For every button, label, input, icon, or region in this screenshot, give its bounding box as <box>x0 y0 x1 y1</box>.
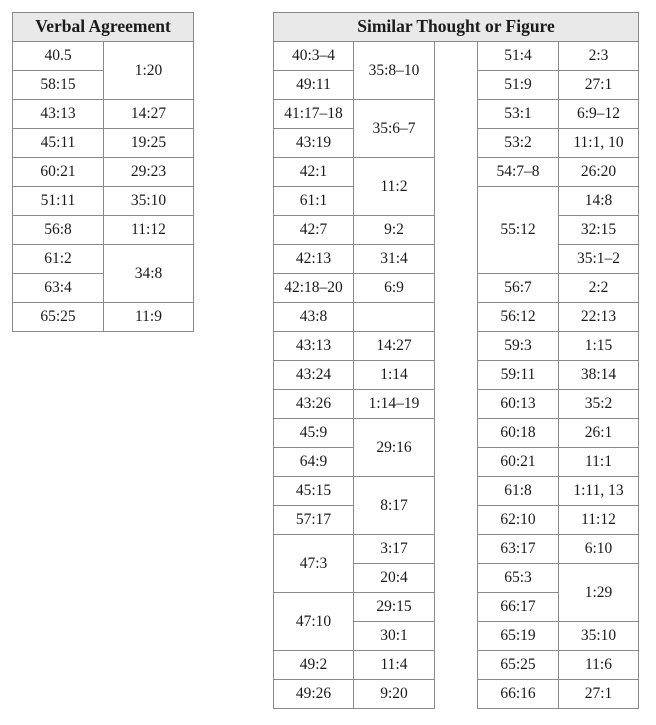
table-cell: 30:1 <box>354 622 435 651</box>
table-cell: 11:2 <box>354 158 435 216</box>
table-cell: 1:14–19 <box>354 390 435 419</box>
table-cell: 49:2 <box>274 651 354 680</box>
table-cell: 11:4 <box>354 651 435 680</box>
table-cell: 35:10 <box>104 187 194 216</box>
verbal-agreement-title: Verbal Agreement <box>13 13 194 42</box>
table-cell: 61:2 <box>13 245 104 274</box>
table-cell: 56:12 <box>478 303 559 332</box>
table-cell: 1:15 <box>559 332 639 361</box>
table-cell: 64:9 <box>274 448 354 477</box>
table-cell: 2:3 <box>559 42 639 71</box>
table-cell: 45:11 <box>13 129 104 158</box>
table-cell: 14:27 <box>104 100 194 129</box>
table-cell: 22:13 <box>559 303 639 332</box>
table-cell: 66:16 <box>478 680 559 709</box>
table-cell: 57:17 <box>274 506 354 535</box>
table-cell: 11:12 <box>559 506 639 535</box>
table-cell: 6:9–12 <box>559 100 639 129</box>
table-cell: 43:13 <box>13 100 104 129</box>
table-cell: 11:9 <box>104 303 194 332</box>
table-cell: 26:1 <box>559 419 639 448</box>
table-cell: 1:14 <box>354 361 435 390</box>
table-cell: 32:15 <box>559 216 639 245</box>
table-cell: 59:11 <box>478 361 559 390</box>
table-cell: 14:8 <box>559 187 639 216</box>
table-cell: 38:14 <box>559 361 639 390</box>
table-cell: 11:1 <box>559 448 639 477</box>
table-cell: 29:16 <box>354 419 435 477</box>
table-cell: 63:17 <box>478 535 559 564</box>
table-cell: 53:2 <box>478 129 559 158</box>
table-cell: 42:18–20 <box>274 274 354 303</box>
table-cell: 27:1 <box>559 71 639 100</box>
table-cell: 56:8 <box>13 216 104 245</box>
table-cell: 29:23 <box>104 158 194 187</box>
table-cell: 54:7–8 <box>478 158 559 187</box>
table-cell: 49:11 <box>274 71 354 100</box>
table-cell: 43:13 <box>274 332 354 361</box>
table-cell: 51:11 <box>13 187 104 216</box>
table-cell: 60:21 <box>478 448 559 477</box>
table-cell: 47:3 <box>274 535 354 593</box>
table-cell: 61:8 <box>478 477 559 506</box>
verbal-agreement-table <box>12 12 194 332</box>
table-cell: 65:25 <box>13 303 104 332</box>
table-cell: 53:1 <box>478 100 559 129</box>
table-cell: 59:3 <box>478 332 559 361</box>
table-cell: 9:2 <box>354 216 435 245</box>
table-cell: 60:21 <box>13 158 104 187</box>
table-cell: 63:4 <box>13 274 104 303</box>
table-cell: 60:13 <box>478 390 559 419</box>
table-cell: 49:26 <box>274 680 354 709</box>
table-cell: 61:1 <box>274 187 354 216</box>
table-cell: 43:24 <box>274 361 354 390</box>
table-cell: 35:10 <box>559 622 639 651</box>
table-cell: 14:27 <box>354 332 435 361</box>
table-cell: 65:19 <box>478 622 559 651</box>
table-cell <box>354 303 435 332</box>
table-cell: 1:29 <box>559 564 639 622</box>
table-cell: 43:26 <box>274 390 354 419</box>
table-cell: 58:15 <box>13 71 104 100</box>
table-cell: 55:12 <box>478 187 559 274</box>
table-cell: 1:20 <box>104 42 194 100</box>
table-cell: 26:20 <box>559 158 639 187</box>
table-cell: 42:1 <box>274 158 354 187</box>
table-cell: 66:17 <box>478 593 559 622</box>
similar-thought-table <box>273 12 639 709</box>
table-cell: 19:25 <box>104 129 194 158</box>
table-cell: 35:6–7 <box>354 100 435 158</box>
table-cell: 62:10 <box>478 506 559 535</box>
table-cell: 43:8 <box>274 303 354 332</box>
table-cell: 9:20 <box>354 680 435 709</box>
table-cell: 11:1, 10 <box>559 129 639 158</box>
table-cell: 65:3 <box>478 564 559 593</box>
table-cell: 2:2 <box>559 274 639 303</box>
table-cell: 6:10 <box>559 535 639 564</box>
table-cell: 40.5 <box>13 42 104 71</box>
table-cell: 3:17 <box>354 535 435 564</box>
table-cell: 8:17 <box>354 477 435 535</box>
table-cell: 20:4 <box>354 564 435 593</box>
table-cell: 31:4 <box>354 245 435 274</box>
table-cell: 40:3–4 <box>274 42 354 71</box>
table-cell: 45:9 <box>274 419 354 448</box>
table-cell: 42:13 <box>274 245 354 274</box>
table-cell: 47:10 <box>274 593 354 651</box>
table-cell: 11:12 <box>104 216 194 245</box>
table-cell: 65:25 <box>478 651 559 680</box>
table-cell: 34:8 <box>104 245 194 303</box>
table-cell: 27:1 <box>559 680 639 709</box>
table-cell: 6:9 <box>354 274 435 303</box>
table-cell: 35:8–10 <box>354 42 435 100</box>
table-cell: 60:18 <box>478 419 559 448</box>
table-cell: 45:15 <box>274 477 354 506</box>
table-cell: 11:6 <box>559 651 639 680</box>
table-cell: 35:2 <box>559 390 639 419</box>
similar-thought-title: Similar Thought or Figure <box>274 13 639 42</box>
table-cell: 29:15 <box>354 593 435 622</box>
table-cell: 56:7 <box>478 274 559 303</box>
table-cell: 35:1–2 <box>559 245 639 274</box>
table-cell: 41:17–18 <box>274 100 354 129</box>
column-gap <box>435 42 478 709</box>
table-cell: 51:4 <box>478 42 559 71</box>
table-cell: 1:11, 13 <box>559 477 639 506</box>
table-cell: 43:19 <box>274 129 354 158</box>
table-cell: 51:9 <box>478 71 559 100</box>
table-cell: 42:7 <box>274 216 354 245</box>
